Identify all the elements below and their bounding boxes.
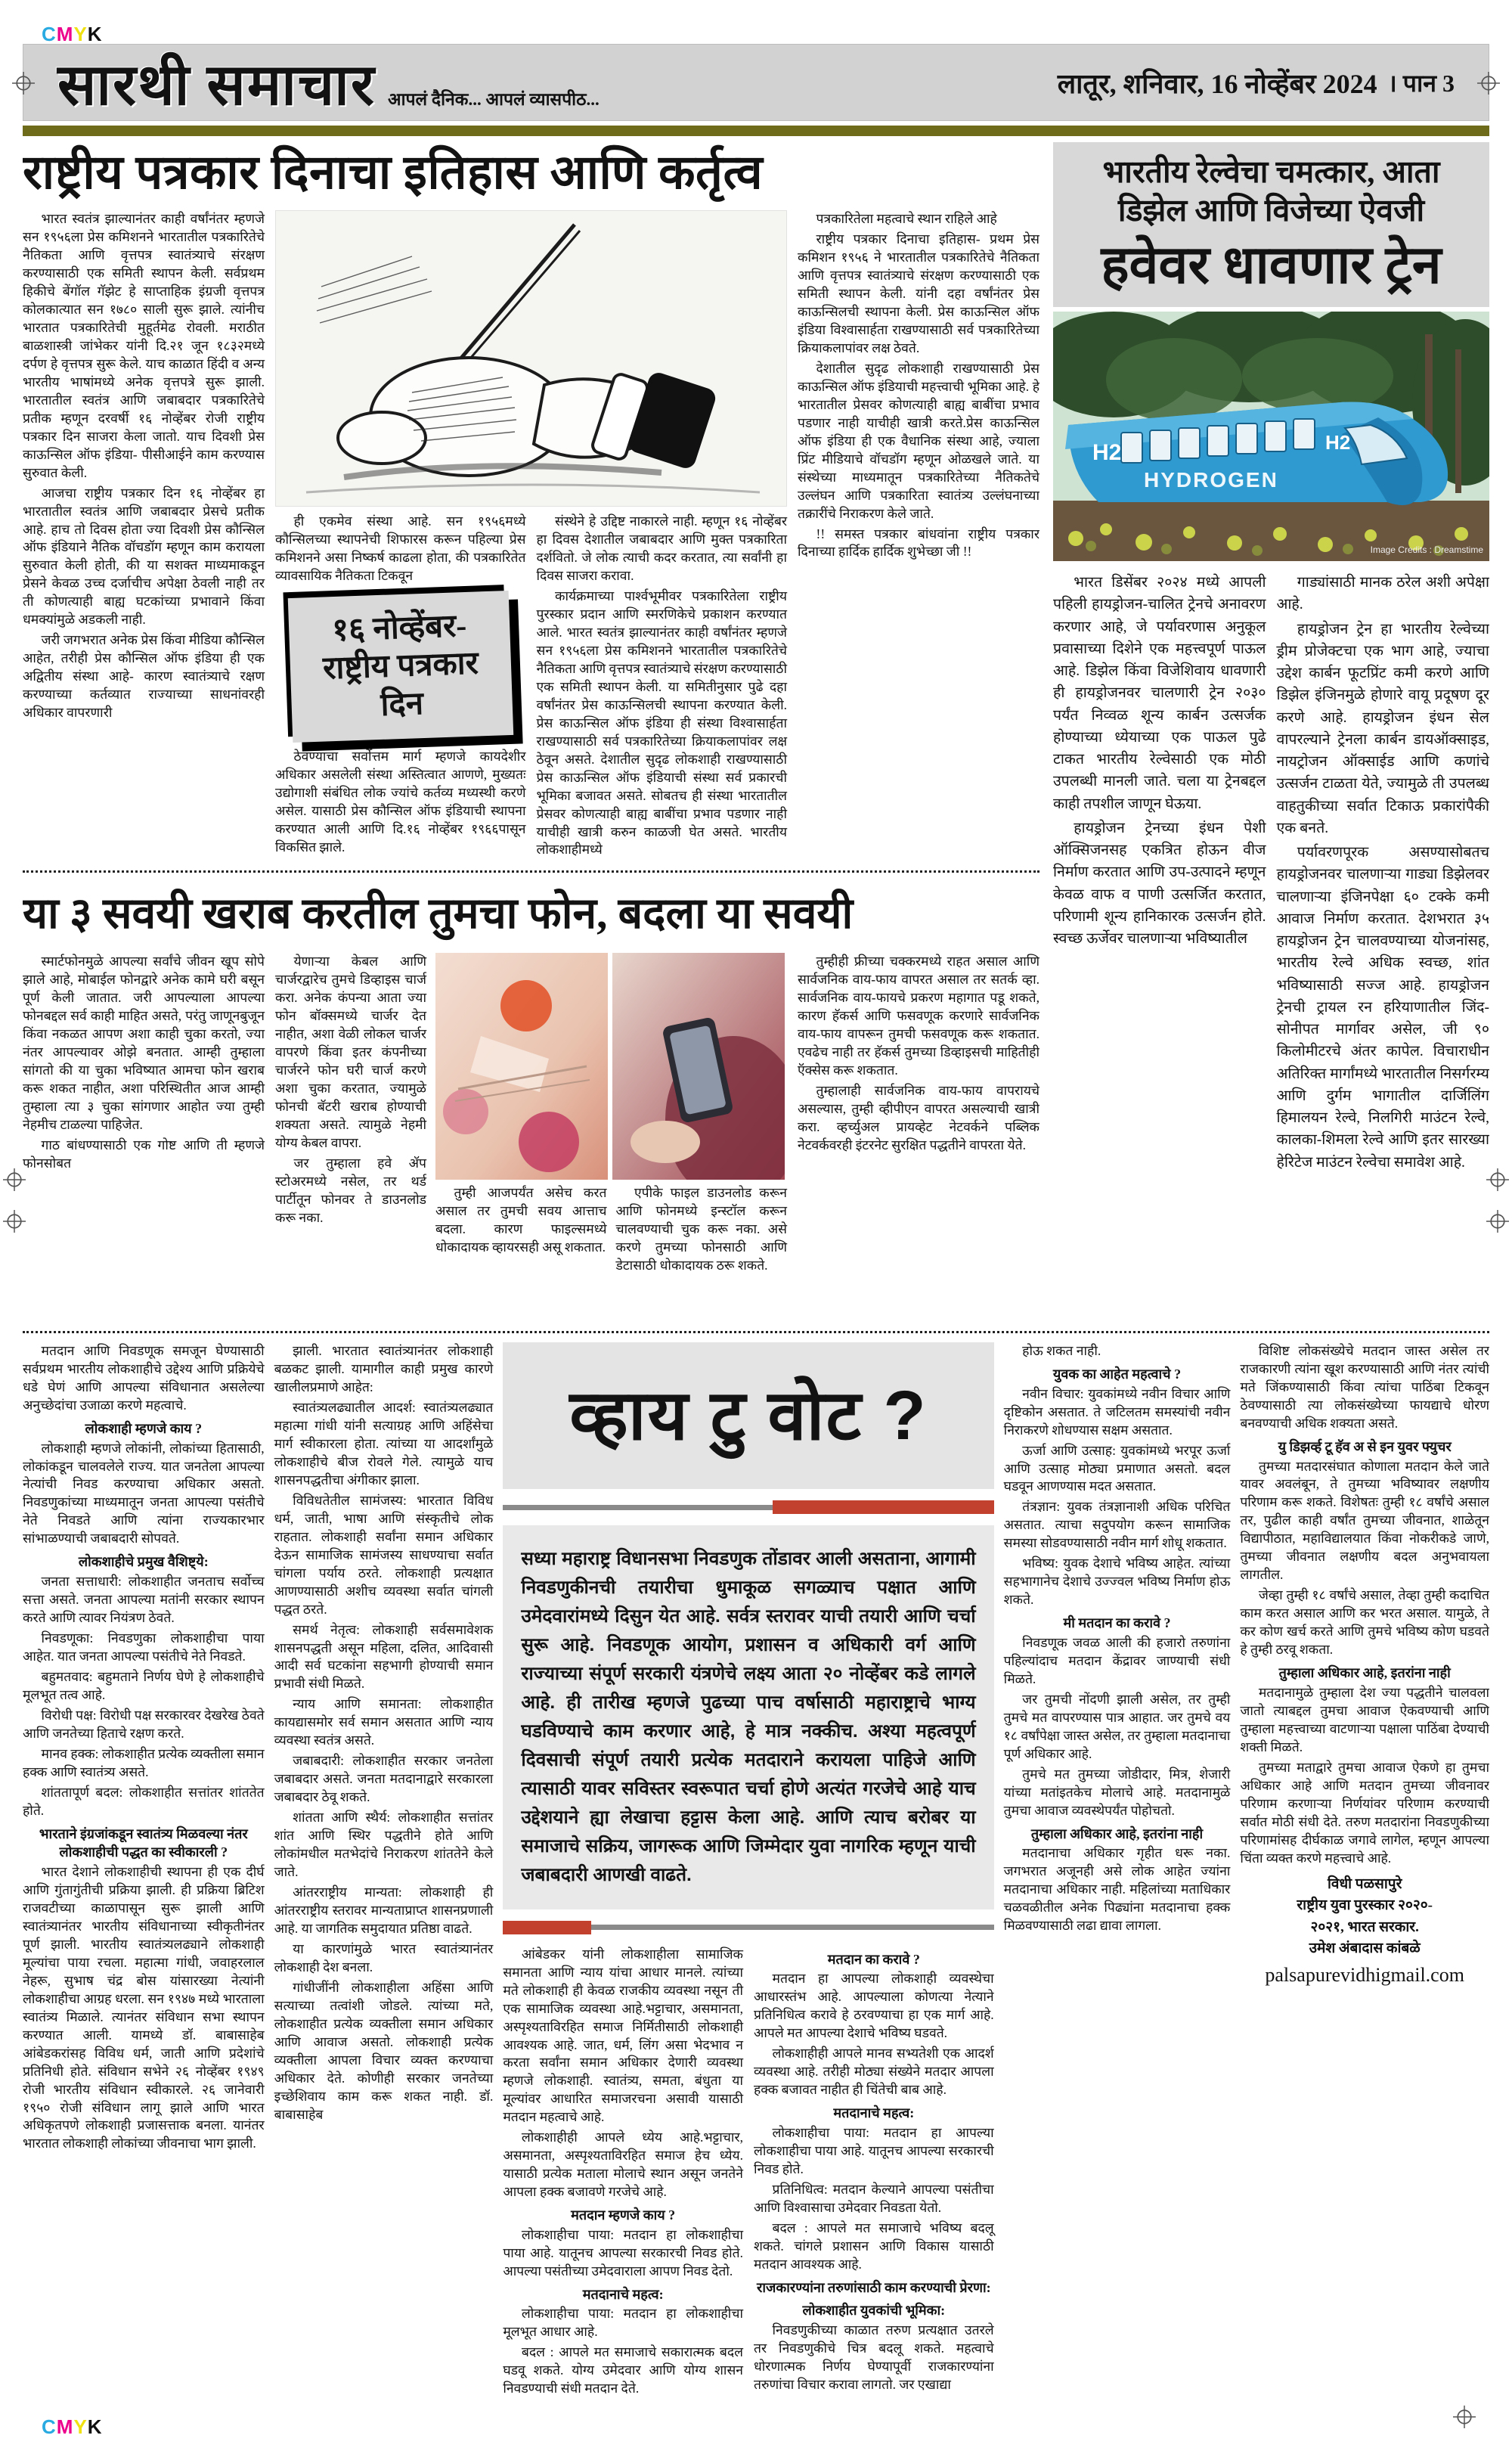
vote-subleft — [503, 1946, 743, 2401]
paragraph: मतदान हा आपल्या लोकशाही व्यवस्थेचा आधारस्तंभ आहे. आपल्याला कोणत्या नेत्याने प्रतिनिधित्व करावे हे ठरवण्याचा हा एक मार्ग आहे. आपले मत आपल्या देशाचे भविष्य घडवते. — [754, 1971, 994, 2041]
paragraph: ही एकमेव संस्था आहे. सन १९५६मध्ये कौन्सिलच्या स्थापनेची शिफारस करून पहिल्या प्रेस कमिशनने असा निष्कर्ष काढला होता, की पत्रकारितेत व्यावसायिक नैतिकता टिकवून — [275, 513, 526, 583]
paragraph: निवडणूक जवळ आली की हजारो तरुणांना पहिल्यांदाच मतदान केंद्रावर जाण्याची संधी मिळते. — [1003, 1634, 1231, 1686]
page-number: । पान 3 — [1387, 69, 1455, 97]
byline-block — [1240, 1874, 1489, 1990]
paragraph: विविधतेतील सामंजस्य: भारतात विविध धर्म, जाती, भाषा आणि संस्कृतीचे लोक राहतात. लोकशाही सर्वांना समान अधिकार देऊन सामाजिक सामंजस्य साधण्याचा सर्वात चांगला पर्याय ठरते. लोकशाही प्रत्यक्षात आणण्यासाठी अशीच व्यवस्था सर्वात चांगली पद्धत ठरते. — [274, 1492, 494, 1617]
train-headline-block — [1053, 142, 1489, 307]
paragraph: जर तुम्हाला हवे ॲप स्टोअरमध्ये नसेल, तर थर्ड पार्टीतून फोनवर ते डाउनलोड करू नका. — [275, 1156, 426, 1225]
vote-headline: व्हाय टु वोट ? — [503, 1342, 993, 1489]
press-day-col4 — [798, 210, 1040, 861]
press-day-middle — [275, 210, 787, 861]
registration-mark-icon — [1477, 72, 1500, 95]
paragraph: विरोधी पक्ष: विरोधी पक्ष सरकारवर देखरेख ठेवते आणि जनतेच्या हिताचे रक्षण करते. — [23, 1707, 265, 1741]
sub-heading: तुम्हाला अधिकार आहे, इतरांना नाही — [1278, 1665, 1451, 1681]
paragraph: मतदान आणि निवडणूक समजून घेण्यासाठी सर्वप्रथम भारतीय लोकशाहीचे उद्देश्य आणि प्रक्रियेचे धडे घेणं आणि आपल्या संविधानात असलेल्या अनुच्छेदांचा उजाळा करणे महत्वाचे. — [23, 1343, 265, 1413]
vote-colE — [1240, 1342, 1489, 2401]
paragraph: गांधीजींनी लोकशाहीला अहिंसा आणि सत्याच्या तत्वांशी जोडले. त्यांच्या मते, लोकशाहीत प्रत्येक व्यक्तीला समान अधिकार आणि आवाज असतो. लोकशाही प्रत्येक व्यक्तीला आपला विचार व्यक्त करण्याचा अधिकार देते. कोणीही सरकार जनतेच्या इच्छेशिवाय काम करू शकत नाही. डॉ. बाबासाहेब — [274, 1979, 494, 2122]
paragraph: आजचा राष्ट्रीय पत्रकार दिन १६ नोव्हेंबर हा भारतातील स्वतंत्र आणि जबाबदार प्रेसचे प्रतीक आहे. हाच तो दिवस होता ज्या दिवशी प्रेस कौन्सिल ऑफ इंडियाने नैतिक वॉचडॉग म्हणून काम करायला सुरुवात केली होती, की या सशक्त माध्यमाकडून प्रेसने केवळ उच्च दर्जाचीच अपेक्षा ठेवली नाही तर ती कोणत्याही बाह्य घटकांच्या प्रभावाने किंवा धमक्यांमुळे अडकली नाही. — [23, 485, 265, 628]
paragraph: शांतता आणि स्थैर्य: लोकशाहीत सत्तांतर शांत आणि स्थिर पद्धतीने होते आणि लोकांमधील मतभेदांचे निराकरण शांततेने केले जाते. — [274, 1810, 494, 1880]
sub-heading: राजकारण्यांना तरुणांसाठी काम करण्याची प्रेरणा: — [757, 2279, 991, 2295]
cmyk-m: M — [56, 2415, 74, 2438]
sub-heading: यु डिझर्व्ह टू हॅव अ से इन युवर फ्युचर — [1278, 1438, 1452, 1454]
byline-author2: उमेश अंबादास कांबळे — [1309, 1940, 1421, 1956]
paragraph: स्मार्टफोनमुळे आपल्या सर्वांचे जीवन खूप सोपे झाले आहे, मोबाईल फोनद्वारे अनेक कामे घरी बसून पूर्ण केली जातात. जरी आपल्याला आपल्या फोनबद्दल सर्व काही माहित असते, परंतु जाणूनबुजून किंवा नकळत आपण अशा काही चुका करतो, ज्या नंतर आपल्यावर ओझे बनतात. आम्ही तुम्हाला सांगतो की या चुका भविष्यात आमचा फोन खराब करू शकत नाहीत, अशा परिस्थितीत आज आम्ही तुम्हाला त्या ३ चुका सांगणार आहोत ज्या तुम्ही नेहमीच टाळल्या पाहिजेत. — [23, 954, 265, 1133]
paragraph: मतदानामुळे तुम्हाला देश ज्या पद्धतीने चालवला जातो त्याबद्दल तुमचा आवाज ऐकवण्याची आणि तुम्हाला महत्त्वाच्या वाटणाऱ्या पक्षाला पाठिंबा देण्याची शक्ती मिळते. — [1240, 1684, 1489, 1754]
press-day-headline: राष्ट्रीय पत्रकार दिनाचा इतिहास आणि कर्तृत्व — [23, 146, 764, 199]
paragraph: शांततापूर्ण बदल: लोकशाहीत सत्तांतर शांततेत होते. — [23, 1784, 265, 1818]
paragraph: न्याय आणि समानता: लोकशाहीत कायद्यासमोर सर्व समान असतात आणि न्याय व्यवस्था स्वतंत्र असते. — [274, 1696, 494, 1748]
paragraph: बदल : आपले मत समाजाचे भविष्य बदलू शकते. चांगले प्रशासन आणि विकास यासाठी मतदान आवश्यक आहे. — [754, 2220, 994, 2272]
phone-photo-right — [612, 953, 785, 1180]
paragraph: राष्ट्रीय पत्रकार दिनाचा इतिहास- प्रथम प्रेस कमिशन १९५६ ने भारतातील पत्रकारितेचे नैतिकता आणि वृत्तपत्र स्वातंत्र्याचे संरक्षण करण्यासाठी एक समिती स्थापन केली. यांनी दहा वर्षांनंतर प्रेस काऊन्सिलची स्थापना केली. प्रेस काऊन्सिल ऑफ इंडिया विश्वासार्हता राखण्यासाठी सर्व पत्रकारितेच्या क्रियाकलापांवर लक्ष ठेवते. — [798, 231, 1040, 355]
cmyk-y: Y — [73, 23, 88, 45]
vote-colA — [23, 1342, 265, 2401]
paragraph: संस्थेने हे उद्दिष्ट नाकारले नाही. म्हणून १६ नोव्हेंबर हा दिवस देशातील जबाबदार आणि मुक्त पत्रकारिता दर्शवितो. जे लोक त्याची कदर करतात, त्या सर्वांनी हा दिवस साजरा करावा. — [536, 513, 787, 583]
sub-heading: भारताने इंग्रजांकडून स्वातंत्र्य मिळवल्या नंतर लोकशाहीची पद्धत का स्वीकारली ? — [39, 1826, 248, 1860]
paragraph: निवडणूका: निवडणुका लोकशाहीचा पाया आहेत. यात जनता आपल्या पसंतीचे नेते निवडते. — [23, 1630, 265, 1664]
train-article — [1053, 142, 1489, 1322]
train-kicker-line2: डिझेल आणि विजेच्या ऐवजी — [1117, 193, 1425, 228]
nov16-callout-box: १६ नोव्हेंबर- राष्ट्रीय पत्रकार दिन — [288, 591, 513, 743]
phone-article — [23, 953, 1040, 1277]
paragraph: तुम्ही आजपर्यंत असेच करत असाल तर तुमची सवय आत्ताच बदला. कारण फाइल्समध्ये धोकादायक व्हायरसही असू शकतात. — [435, 1185, 607, 1255]
cmyk-k: K — [87, 2415, 103, 2438]
dateline: लातूर, शनिवार, 16 नोव्हेंबर 2024 — [1057, 68, 1377, 99]
sub-heading: तुम्हाला अधिकार आहे, इतरांना नाही — [1030, 1826, 1204, 1841]
vote-colE-text — [1240, 1342, 1489, 1868]
paragraph: या कारणांमुळे भारत स्वातंत्र्यानंतर लोकशाही देश बनला. — [274, 1941, 494, 1975]
paragraph: झाली. भारतात स्वातंत्र्यानंतर लोकशाही बळकट झाली. यामागील काही प्रमुख कारणे खालीलप्रमाणे आहेत: — [274, 1343, 494, 1394]
newspaper-tagline: आपलं दैनिक... आपलं व्यासपीठ... — [387, 90, 600, 109]
phone-col2 — [275, 953, 426, 1277]
paragraph: आंबेडकर यांनी लोकशाहीला सामाजिक समानता आणि न्याय यांचा आधार मानले. त्यांच्या मते लोकशाही ही केवळ राजकीय व्यवस्था नसून ती एक सामाजिक व्यवस्था आहे.भट्टाचार, असमानता, अस्पृश्यताविरहित समाज निर्मितीसाठी लोकशाही आवश्यक आहे. जात, धर्म, लिंग असा भेदभाव न करता सर्वांना समान अधिकार देणारी व्यवस्था म्हणजे लोकशाही. स्वातंत्र्य, समता, बंधुता या मूल्यांवर आधारित समाजरचना असावी यासाठी मतदान महत्वाचे आहे. — [503, 1946, 743, 2125]
cmyk-m: M — [56, 23, 74, 45]
vote-colB — [274, 1342, 494, 2401]
phone-photos — [435, 953, 787, 1277]
paragraph: समर्थ नेतृत्व: लोकशाही सर्वसमावेशक शासनपद्धती असून महिला, दलित, आदिवासी आदी सर्व घटकांना सहभागी होण्याची समान प्रभावी संधी मिळते. — [274, 1621, 494, 1692]
press-day-article — [23, 210, 1040, 861]
byline-award1: राष्ट्रीय युवा पुरस्कार २०२०- — [1297, 1897, 1433, 1913]
paragraph: बहुमतवाद: बहुमताने निर्णय घेणे हे लोकशाहीचे मूलभूत तत्व आहे. — [23, 1668, 265, 1702]
section-divider — [23, 870, 1040, 873]
sub-heading: मतदानाचे महत्व: — [582, 2286, 664, 2302]
paragraph: हायड्रोजन ट्रेनच्या इंधन पेशी ऑक्सिजनसह एकत्रित होऊन वीज निर्माण करतात आणि उप-उत्पादने म्हणून केवळ वाफ व पाणी उत्सर्जित करतात, परिणामी शून्य हानिकारक उत्सर्जन होते. स्वच्छ ऊर्जेवर चालणाऱ्या भविष्यातील — [1053, 820, 1266, 947]
train-headline: हवेवर धावणार ट्रेन — [1101, 236, 1442, 295]
paragraph: भारत देशाने लोकशाहीची स्थापना ही एक दीर्घ आणि गुंतागुंतीची प्रक्रिया झाली. ही प्रक्रिया ब्रिटिश राजवटीच्या काळापासून सुरू झाली आणि स्वातंत्र्यानंतर भारतीय संविधानाच्या स्वीकृतीनंतर पूर्ण झाली. भारतीय स्वातंत्र्यलढ्याने लोकशाही मूल्यांचा पाया रचला. महात्मा गांधी, जवाहरलाल नेहरू, सुभाष चंद्र बोस यांसारख्या नेत्यांनी लोकशाहीचा आग्रह धरला. सन १९४७ मध्ये भारताला स्वातंत्र्य मिळाले. त्यानंतर संविधान सभा स्थापन करण्यात आली. यामध्ये डॉ. बाबासाहेब आंबेडकरांसह विविध धर्म, जाती आणि प्रदेशांचे प्रतिनिधी होते. संविधान सभेने २६ नोव्हेंबर १९४९ रोजी भारतीय संविधान स्वीकारले. २६ जानेवारी १९५० रोजी संविधान लागू झाले आणि भारत अधिकृतपणे लोकशाही प्रजासत्ताक बनला. यानंतर भारतात लोकशाही लोकांच्या जीवनाचा भाग झाली. — [23, 1863, 265, 2151]
paragraph: जरी जगभरात अनेक प्रेस किंवा मीडिया कौन्सिल आहेत, तरीही प्रेस कौन्सिल ऑफ इंडिया ही एक अद्वितीय संस्था आहे- कारण स्वातंत्र्याचे रक्षण करण्याच्या कर्तव्यात राज्याच्या साधनांवरही अधिकार वापरणारी — [23, 632, 265, 721]
paragraph: येणाऱ्या केबल आणि चार्जरद्वारेच तुमचे डिव्हाइस चार्ज करा. अनेक कंपन्या आता ज्या फोन बॉक्समध्ये चार्जर देत नाहीत, अशा वेळी लोकल चार्जर वापरणे किंवा इतर कंपनीच्या चार्जरने फोन घरी चार्ज करणे अशा चुका करतात, ज्यामुळे फोनची बॅटरी खराब होण्याची शक्यता असते. त्यामुळे नेहमी योग्य केबल वापरा. — [275, 954, 426, 1151]
rule-bottom — [503, 1920, 993, 1935]
paragraph: भारत स्वतंत्र झाल्यानंतर काही वर्षांनंतर म्हणजे सन १९५६ला प्रेस कमिशनने भारतातील पत्रकारितेचे नैतिकता आणि वृत्तपत्र स्वातंत्र्याचे संरक्षण करण्यासाठी एक समिती स्थापन केली. सर्वप्रथम हिकीचे बेंगॉल गॅझेट हे साप्ताहिक इंग्रजी वृत्तपत्र कोलकात्यात सन १७८० साली सुरू झाले. त्यांनीच भारतात पत्रकारितेची मुहूर्तमेढ रोवली. मराठीत बाळशास्त्री जांभेकर यांनी दि.२१ जून १८३२मध्ये दर्पण हे वृत्तपत्र सुरू केले. याच काळात हिंदी व अन्य भारतीय भाषांमध्ये अनेक वृत्तपत्रे सुरू झाली. भारतातील स्वतंत्र आणि जबाबदार पत्रकारितेचे प्रतीक म्हणून दरवर्षी १६ नोव्हेंबर रोजी राष्ट्रीय पत्रकार दिन साजरा केला जातो. याच दिवशी प्रेस काऊन्सिल ऑफ इंडिया- पीसीआईने काम करण्यास सुरुवात केली. — [23, 211, 265, 480]
paragraph: ठेवण्याचा सर्वोत्तम मार्ग म्हणजे कायदेशीर अधिकार असलेली संस्था अस्तित्वात आणणे, मुख्यतः उद्योगाशी संबंधित लोक ज्यांचे कर्तव्य मध्यस्थी करणे असेल. यासाठी प्रेस कौन्सिल ऑफ इंडियाची स्थापना करण्यात आली आणि दि.१६ नोव्हेंबर १९६६पासून विकसित झाले. — [275, 749, 526, 855]
cmyk-mark-top — [42, 23, 103, 46]
phone-middle — [275, 953, 787, 1277]
train-col1 — [1053, 572, 1266, 1176]
vote-center — [503, 1342, 993, 2401]
registration-mark-icon — [12, 72, 35, 95]
paragraph: प्रतिनिधित्व: मतदान केल्याने आपल्या पसंतीचा आणि विश्वासाचा उमेदवार निवडता येतो. — [754, 2181, 994, 2215]
paragraph: तुमचे मत तुमच्या जोडीदार, मित्र, शेजारी यांच्या मतांइतकेच मोलाचे आहे. मतदानामुळे तुमचा आवाज व्यवस्थेपर्यंत पोहोचतो. — [1003, 1766, 1231, 1818]
sub-heading: मतदान का करावे ? — [827, 1951, 920, 1967]
train-kicker-line1: भारतीय रेल्वेचा चमत्कार, आता — [1102, 154, 1440, 189]
paragraph: नवीन विचार: युवकांमध्ये नवीन विचार आणि दृष्टिकोन असतात. ते जटिलतम समस्यांची नवीन निराकरणे शोधण्यास सक्षम असतात. — [1003, 1385, 1231, 1438]
registration-mark-icon — [3, 1210, 26, 1233]
sub-heading: मतदान म्हणजे काय ? — [571, 2207, 676, 2223]
cmyk-mark-bottom — [42, 2415, 103, 2439]
phone-col1 — [23, 953, 265, 1277]
phone-photo-left — [435, 953, 608, 1180]
paragraph: निवडणुकीच्या काळात तरुण प्रत्यक्षात उतरले तर निवडणुकीचे चित्र बदलू शकते. महत्वाचे धोरणात्मक निर्णय घेण्यापूर्वी राजकारण्यांना तरुणांचा विचार करावा लागतो. जर एखाद्या — [754, 2322, 994, 2392]
paragraph — [503, 2400, 743, 2401]
image-credit: Image Credits : Dreamstime — [1370, 544, 1483, 555]
svg-text:H2: H2 — [1092, 440, 1122, 465]
paragraph: आंतरराष्ट्रीय मान्यता: लोकशाही ही आंतरराष्ट्रीय स्तरावर मान्यताप्राप्त शासनप्रणाली आहे. या जागतिक समुदायात प्रतिष्ठा वाढते. — [274, 1885, 494, 1937]
sub-heading: लोकशाहीचे प्रमुख वैशिष्ट्ये: — [78, 1554, 209, 1570]
paragraph: ऊर्जा आणि उत्साह: युवकांमध्ये भरपूर ऊर्जा आणि उत्साह मोठ्या प्रमाणात असतो. बदल घडवून आणण्यास मदत असतात. — [1003, 1442, 1231, 1494]
paragraph: तुमच्या मतदारसंघात कोणाला मतदान केले जाते यावर अवलंबून, ते तुमच्या भविष्यावर लक्षणीय परिणाम करू शकते. विशेषतः तुम्ही १८ वर्षांचे असाल तर, पुढील काही वर्षांत तुमच्या जीवनात, शाळेतून विद्यापीठात, महाविद्यालयात किंवा नोकरीकडे जाणे, तुमच्या जीवनात लक्षणीय बदल अनुभवायला लागतील. — [1240, 1458, 1489, 1583]
cmyk-c: C — [42, 23, 57, 45]
press-day-col2-bottom — [275, 748, 526, 857]
registration-mark-icon — [3, 1168, 26, 1191]
paragraph: !! समस्त पत्रकार बांधवांना राष्ट्रीय पत्रकार दिनाच्या हार्दिक हार्दिक शुभेच्छा जी !! — [798, 526, 1040, 560]
registration-mark-icon — [1453, 2406, 1476, 2428]
paragraph: लोकशाहीही आपले ध्येय आहे.भट्टाचार, असमानता, अस्पृश्यताविरहित समाज हेच ध्येय. यासाठी प्रत्येक मताला मोलाचे स्थान असून जनतेने आपला हक्क बजावणे गरजेचे आहे. — [503, 2130, 743, 2200]
paragraph: तुम्हीही फ्रीच्या चक्करमध्ये राहत असाल आणि सार्वजनिक वाय-फाय वापरत असाल तर सतर्क व्हा. सार्वजनिक वाय-फायचे प्रकरण महागात पडू शकते, कारण हॅकर्स आणि फसवणूक करणारे सार्वजनिक वाय-फाय वापरून तुमची फसवणूक करू शकतात. एवढेच नाही तर हॅकर्स तुमच्या डिव्हाइसची माहितीही ऍक्सेस करू शकतात. — [798, 954, 1040, 1078]
phone-col4 — [798, 953, 1040, 1277]
press-day-col3 — [537, 513, 788, 861]
paragraph: मतदानाचा अधिकार गृहीत धरू नका. जगभरात अजूनही असे लोक आहेत ज्यांना मतदानाचा अधिकार नाही. महिलांच्या मताधिकार चळवळीतील अनेक पिढ्यांना मतदानाचा हक्क मिळवण्यासाठी लढा द्यावा लागला. — [1003, 1845, 1231, 1934]
paragraph: लोकशाहीही आपले मानव सभ्यतेशी एक आदर्श व्यवस्था आहे. तरीही मोठ्या संख्येने मतदार आपला हक्क बजावत नाहीत ही चिंतेची बाब आहे. — [754, 2046, 994, 2098]
svg-text:H2: H2 — [1325, 431, 1351, 454]
section-divider — [23, 1331, 1489, 1333]
masthead — [23, 44, 1489, 121]
paragraph: लोकशाहीचा पाया: मतदान हा लोकशाहीचा मूलभूत आधार आहे. — [503, 2306, 743, 2340]
paragraph: जेव्हा तुम्ही १८ वर्षांचे असाल, तेव्हा तुम्ही कदाचित काम करत असाल आणि कर भरत असाल. यामुळे, ते कर कोण खर्च करते आणि तुमचे भविष्य कोण घडवते हे तुम्ही ठरवू शकता. — [1240, 1587, 1489, 1658]
paragraph: जर तुमची नोंदणी झाली असेल, तर तुम्ही तुमचे मत वापरण्यास पात्र आहात. जर तुमचे वय १८ वर्षांपेक्षा जास्त असेल, तर तुम्हाला मतदानाचा पूर्ण अधिकार आहे. — [1003, 1691, 1231, 1761]
paragraph: लोकशाहीचा पाया: मतदान हा आपल्या लोकशाहीचा पाया आहे. यातूनच आपल्या सरकारची निवड होते. — [754, 2124, 994, 2176]
paragraph: भारत डिसेंबर २०२४ मध्ये आपली पहिली हायड्रोजन-चालित ट्रेनचे अनावरण करणार आहे, जे पर्यावरणास अनुकूल प्रवासाच्या दिशेने एक महत्त्वपूर्ण पाऊल आहे. डिझेल किंवा विजेशिवाय धावणारी ही हायड्रोजनवर चालणारी ट्रेन २०३० पर्यंत निव्वळ शून्य कार्बन उत्सर्जक होण्याच्या ध्येयाच्या एक पाऊल पुढे टाकत भारतीय रेल्वेसाठी एक मोठी उपलब्धी मानली जाते. चला या ट्रेनबद्दल काही तपशील जाणून घेऊया. — [1053, 575, 1266, 812]
cmyk-y: Y — [73, 2415, 88, 2438]
phone-below-right — [616, 1184, 788, 1277]
paragraph: हायड्रोजन ट्रेन हा भारतीय रेल्वेच्या ड्रीम प्रोजेक्टचा एक भाग आहे, ज्याचा उद्देश कार्बन फूटप्रिंट कमी करणे आणि डिझेल इंजिनमुळे होणारे वायू प्रदूषण दूर करणे आहे. हायड्रोजन इंधन सेल वापरल्याने ट्रेनला कार्बन डायऑक्साइड, नायट्रोजन ऑक्साईड आणि कणांचे उत्सर्जन टाळता येते, ज्यामुळे ती उपलब्ध वाहतुकीच्या सर्वात टिकाऊ प्रकारांपैकी एक बनते. — [1276, 621, 1489, 836]
rule-top — [503, 1500, 993, 1515]
press-day-col1 — [23, 210, 265, 861]
byline-name: विधी पळसापुरे — [1327, 1875, 1402, 1892]
left-articles-zone — [23, 142, 1040, 1322]
sub-heading: मतदानाचे महत्व: — [833, 2105, 915, 2121]
paragraph: लोकशाही म्हणजे लोकांनी, लोकांच्या हितासाठी, लोकांकडून चालवलेले राज्य. यात जनतेला आपल्या नेत्यांची निवड करण्याचा अधिकार असतो. निवडणुकांच्या माध्यमातून जनता आपल्या पसंतीचे नेते निवडते आणि त्यांना राज्यकारभार सांभाळण्याची जबाबदारी सोपवते. — [23, 1440, 265, 1546]
train-col2 — [1277, 572, 1490, 1176]
sub-heading: लोकशाही म्हणजे काय ? — [85, 1420, 203, 1436]
cmyk-k: K — [87, 23, 103, 45]
vote-colD — [1004, 1342, 1231, 2401]
phone-headline: या ३ सवयी खराब करतील तुमचा फोन, बदला या सवयी — [23, 890, 854, 938]
masthead-rule — [23, 126, 1489, 136]
vote-subright — [754, 1946, 994, 2401]
byline-award2: २०२१, भारत सरकार. — [1310, 1919, 1419, 1935]
paragraph: कार्यक्रमाच्या पार्श्वभूमीवर पत्रकारितेला राष्ट्रीय पुरस्कार प्रदान आणि स्मरणिकेचे प्रकाशन करण्यात आले. भारत स्वतंत्र झाल्यानंतर काही वर्षांनंतर म्हणजे सन १९५६ला प्रेस कमिशनने भारतातील पत्रकारितेचे नैतिकता आणि वृत्तपत्र स्वातंत्र्याचे संरक्षण करण्यासाठी एक समिती स्थापन केली. या समितीनुसार पुढे दहा वर्षांनंतर प्रेस काऊन्सिलची स्थापना करण्यात केली. प्रेस काऊन्सिल ऑफ इंडिया ही संस्था विश्वासार्हता राखण्यासाठी सर्व पत्रकारितेच्या क्रियाकलापांवर लक्ष ठेवून असते. देशातील सुदृढ लोकशाही राखण्यासाठी प्रेस काऊन्सिल ऑफ इंडियाची संस्था सर्व प्रकारची भूमिका बजावत असते. सोबतच ही संस्था भारतातील प्रेसवर कोणत्याही बाह्य बाबींचा प्रभाव पडणार नाही याचीही खात्री करुन काळजी घेत असते. भारतीय लोकशाहीमध्ये — [536, 588, 788, 858]
press-day-col2-top — [275, 513, 526, 585]
sub-heading: लोकशाहीत युवकांची भूमिका: — [802, 2303, 946, 2319]
newspaper-title: सारथी समाचार — [57, 53, 376, 117]
sub-heading: मी मतदान का करावे ? — [1063, 1615, 1171, 1631]
paragraph: एपीके फाइल डाउनलोड करून आणि फोनमध्ये इन्स्टॉल करून चालवण्याची चुक करू नका. असे करणे तुमच्या फोनसाठी आणि डेटासाठी धोकादायक ठरू शकते. — [615, 1185, 787, 1273]
hand-pen-illustration — [275, 210, 787, 507]
paragraph: तुम्हालाही सार्वजनिक वाय-फाय वापरायचे असल्यास, तुम्ही व्हीपीएन वापरत असल्याची खात्री करा. व्हर्च्युअल प्रायव्हेट नेटवर्कने पब्लिक नेटवर्कवरही इंटरनेट सुरक्षित पद्धतीने वापरता येते. — [798, 1083, 1040, 1153]
paragraph: बदल : आपले मत समाजाचे सकारात्मक बदल घडवू शकते. योग्य उमेदवार आणि योग्य शासन निवडण्याची संधी मतदान देते. — [503, 2344, 743, 2396]
byline-email: palsapurevidhigmail.com — [1265, 1963, 1464, 1986]
vote-intro-box: सध्या महाराष्ट्र विधानसभा निवडणुक तोंडावर आली असताना, आगामी निवडणुकीनची तयारीचा धुमाकूळ सगळ्याच पक्षात आणि उमेदवारांमध्ये दिसुन येत आहे. सर्वत्र स्तरावर याची तयारी आणि चर्चा सुरू आहे. निवडणूक आयोग, प्रशासन व अधिकारी वर्ग आणि राज्याच्या संपूर्ण सरकारी यंत्रणेचे लक्ष्य आता २० नोव्हेंबर कडे लागले आहे. ही तारीख म्हणजे पुढच्या पाच वर्षासाठी महाराष्ट्राचे भाग्य घडविण्याचे काम करणार आहे, हे मात्र नक्कीच. अश्या महत्वपूर्ण दिवसाची संपूर्ण तयारी प्रत्येक मतदाराने करायला पाहिजे आणि त्यासाठी यावर सविस्तर स्वरूपात चर्चा होणे अत्यंत गरजेचे आहे याच उद्देशयाने ह्या लेखाचा हट्टास केला आहे. आणि त्याच बरोबर या समाजाचे सक्रिय, जागरूक आणि जिम्मेदार युवा नागरिक म्हणून याची जबाबदारी आणखी वाढते. — [503, 1525, 993, 1909]
paragraph: गाड्यांसाठी मानक ठरेल अशी अपेक्षा आहे. — [1276, 575, 1489, 613]
paragraph: देशातील सुदृढ लोकशाही राखण्यासाठी प्रेस काऊन्सिल ऑफ इंडियाची महत्त्वाची भूमिका आहे. हे भारतातील प्रेसवर कोणत्याही बाह्य बाबींचा प्रभाव पडणार नाही याचीही खात्री करते.प्रेस काऊन्सिल ऑफ इंडिया ही एक वैधानिक संस्था आहे, ज्याला प्रिंट मीडियाचे वॉचडॉग म्हणून ओळखले जाते. या संस्थेच्या माध्यमातून पत्रकारितेच्या नैतिकतेचे उल्लंघन आणि पत्रकारिता स्वातंत्र्य उल्लंघनाच्या तक्रारींचे निराकरण केले जाते. — [798, 360, 1040, 521]
phone-below-left — [435, 1184, 607, 1277]
registration-mark-icon — [1486, 1210, 1509, 1233]
paragraph: मानव हक्क: लोकशाहीत प्रत्येक व्यक्तीला समान हक्क आणि स्वातंत्र्य असते. — [23, 1745, 265, 1779]
registration-mark-icon — [1486, 1168, 1509, 1191]
paragraph: लोकशाहीचा पाया: मतदान हा लोकशाहीचा पाया आहे. यातूनच आपल्या सरकारची निवड होते. आपल्या पसंतीच्या उमेदवाराला आपण निवड देतो. — [503, 2226, 743, 2279]
hydrogen-train-photo — [1053, 312, 1489, 561]
paragraph: जनता सत्ताधारी: लोकशाहीत जनताच सर्वोच्च सत्ता असते. जनता आपल्या मतांनी सरकार स्थापन करते आणि त्यावर नियंत्रण ठेवते. — [23, 1574, 265, 1625]
sub-heading: युवक का आहेत महत्वाचे ? — [1052, 1366, 1182, 1382]
vote-article — [23, 1342, 1489, 2401]
paragraph: होऊ शकत नाही. — [1022, 1343, 1101, 1358]
paragraph: पर्यावरणपूरक असण्यासोबतच हायड्रोजनवर चालणाऱ्या गाड्या डिझेलवर चालणाऱ्या इंजिनपेक्षा ६० टक्के कमी आवाज निर्माण करतात. देशभरात ३५ हायड्रोजन ट्रेन चालवण्याच्या योजनांसह, भारतीय रेल्वे अधिक स्वच्छ, शांत भविष्यासाठी सज्ज आहे. हायड्रोजन ट्रेनची ट्रायल रन हरियाणातील जिंद-सोनीपत मार्गावर असेल, जी ९० किलोमीटरचे अंतर कापेल. विचाराधीन अतिरिक्त मार्गांमध्ये भारतातील निसर्गरम्य आणि दुर्गम भागातील दार्जिलिंग हिमालयन रेल्वे, निलगिरी माउंटन रेल्वे, कालका-शिमला रेल्वे आणि इतर सारख्या हेरिटेज माउंटन रेल्वेचा समावेश आहे. — [1276, 845, 1489, 1171]
paragraph: तंत्रज्ञान: युवक तंत्रज्ञानाशी अधिक परिचित असतात. त्याचा सदुपयोग करून सामाजिक समस्या सोडवण्यासाठी नवीन मार्ग शोधू शकतात. — [1003, 1499, 1231, 1551]
press-day-col2 — [275, 513, 526, 861]
svg-text:HYDROGEN: HYDROGEN — [1144, 468, 1278, 492]
paragraph: तुमच्या मताद्वारे तुमचा आवाज ऐकणे हा तुमचा अधिकार आहे आणि मतदान तुमच्या जीवनावर परिणाम करणाऱ्या निर्णयांवर परिणाम करण्याची सर्वात मोठी संधी देते. तरुण मतदारांना निवडणुकीच्या परिणामांसह दीर्घकाळ जगावे लागेल, म्हणून आपल्या चिंता व्यक्त करणे महत्त्वाचे आहे. — [1240, 1759, 1489, 1866]
paragraph: गाठ बांधण्यासाठी एक गोष्ट आणि ती म्हणजे फोनसोबत — [23, 1137, 265, 1171]
paragraph: पत्रकारितेला महत्वाचे स्थान राहिले आहे — [816, 211, 997, 227]
paragraph: स्वातंत्र्यलढ्यातील आदर्श: स्वातंत्र्यलढ्यात महात्मा गांधी यांनी सत्याग्रह आणि अहिंसेचा मार्ग स्वीकारला होता. त्यांच्या या आदर्शांमुळे लोकशाहीचे बीज रोवले गेले. त्यामुळे याच शासनपद्धतीचा अंगीकार झाला. — [274, 1399, 494, 1487]
paragraph: जबाबदारी: लोकशाहीत सरकार जनतेला जबाबदार असते. जनता मतदानाद्वारे सरकारला जबाबदार ठेवू शकते. — [274, 1753, 494, 1805]
cmyk-c: C — [42, 2415, 57, 2438]
paragraph: भविष्य: युवक देशाचे भविष्य आहेत. त्यांच्या सहभागानेच देशाचे उज्ज्वल भविष्य निर्माण होऊ शकते. — [1003, 1556, 1231, 1608]
paragraph: विशिष्ट लोकसंख्येचे मतदान जास्त असेल तर राजकारणी त्यांना खूश करण्यासाठी आणि नंतर त्यांची मते जिंकण्यासाठी किंवा त्यांचा पाठिंबा टिकवून ठेवण्यासाठी त्या लोकसंख्येच्या फायद्याचे धोरण बनवण्याची अधिक शक्यता असते. — [1240, 1343, 1489, 1431]
